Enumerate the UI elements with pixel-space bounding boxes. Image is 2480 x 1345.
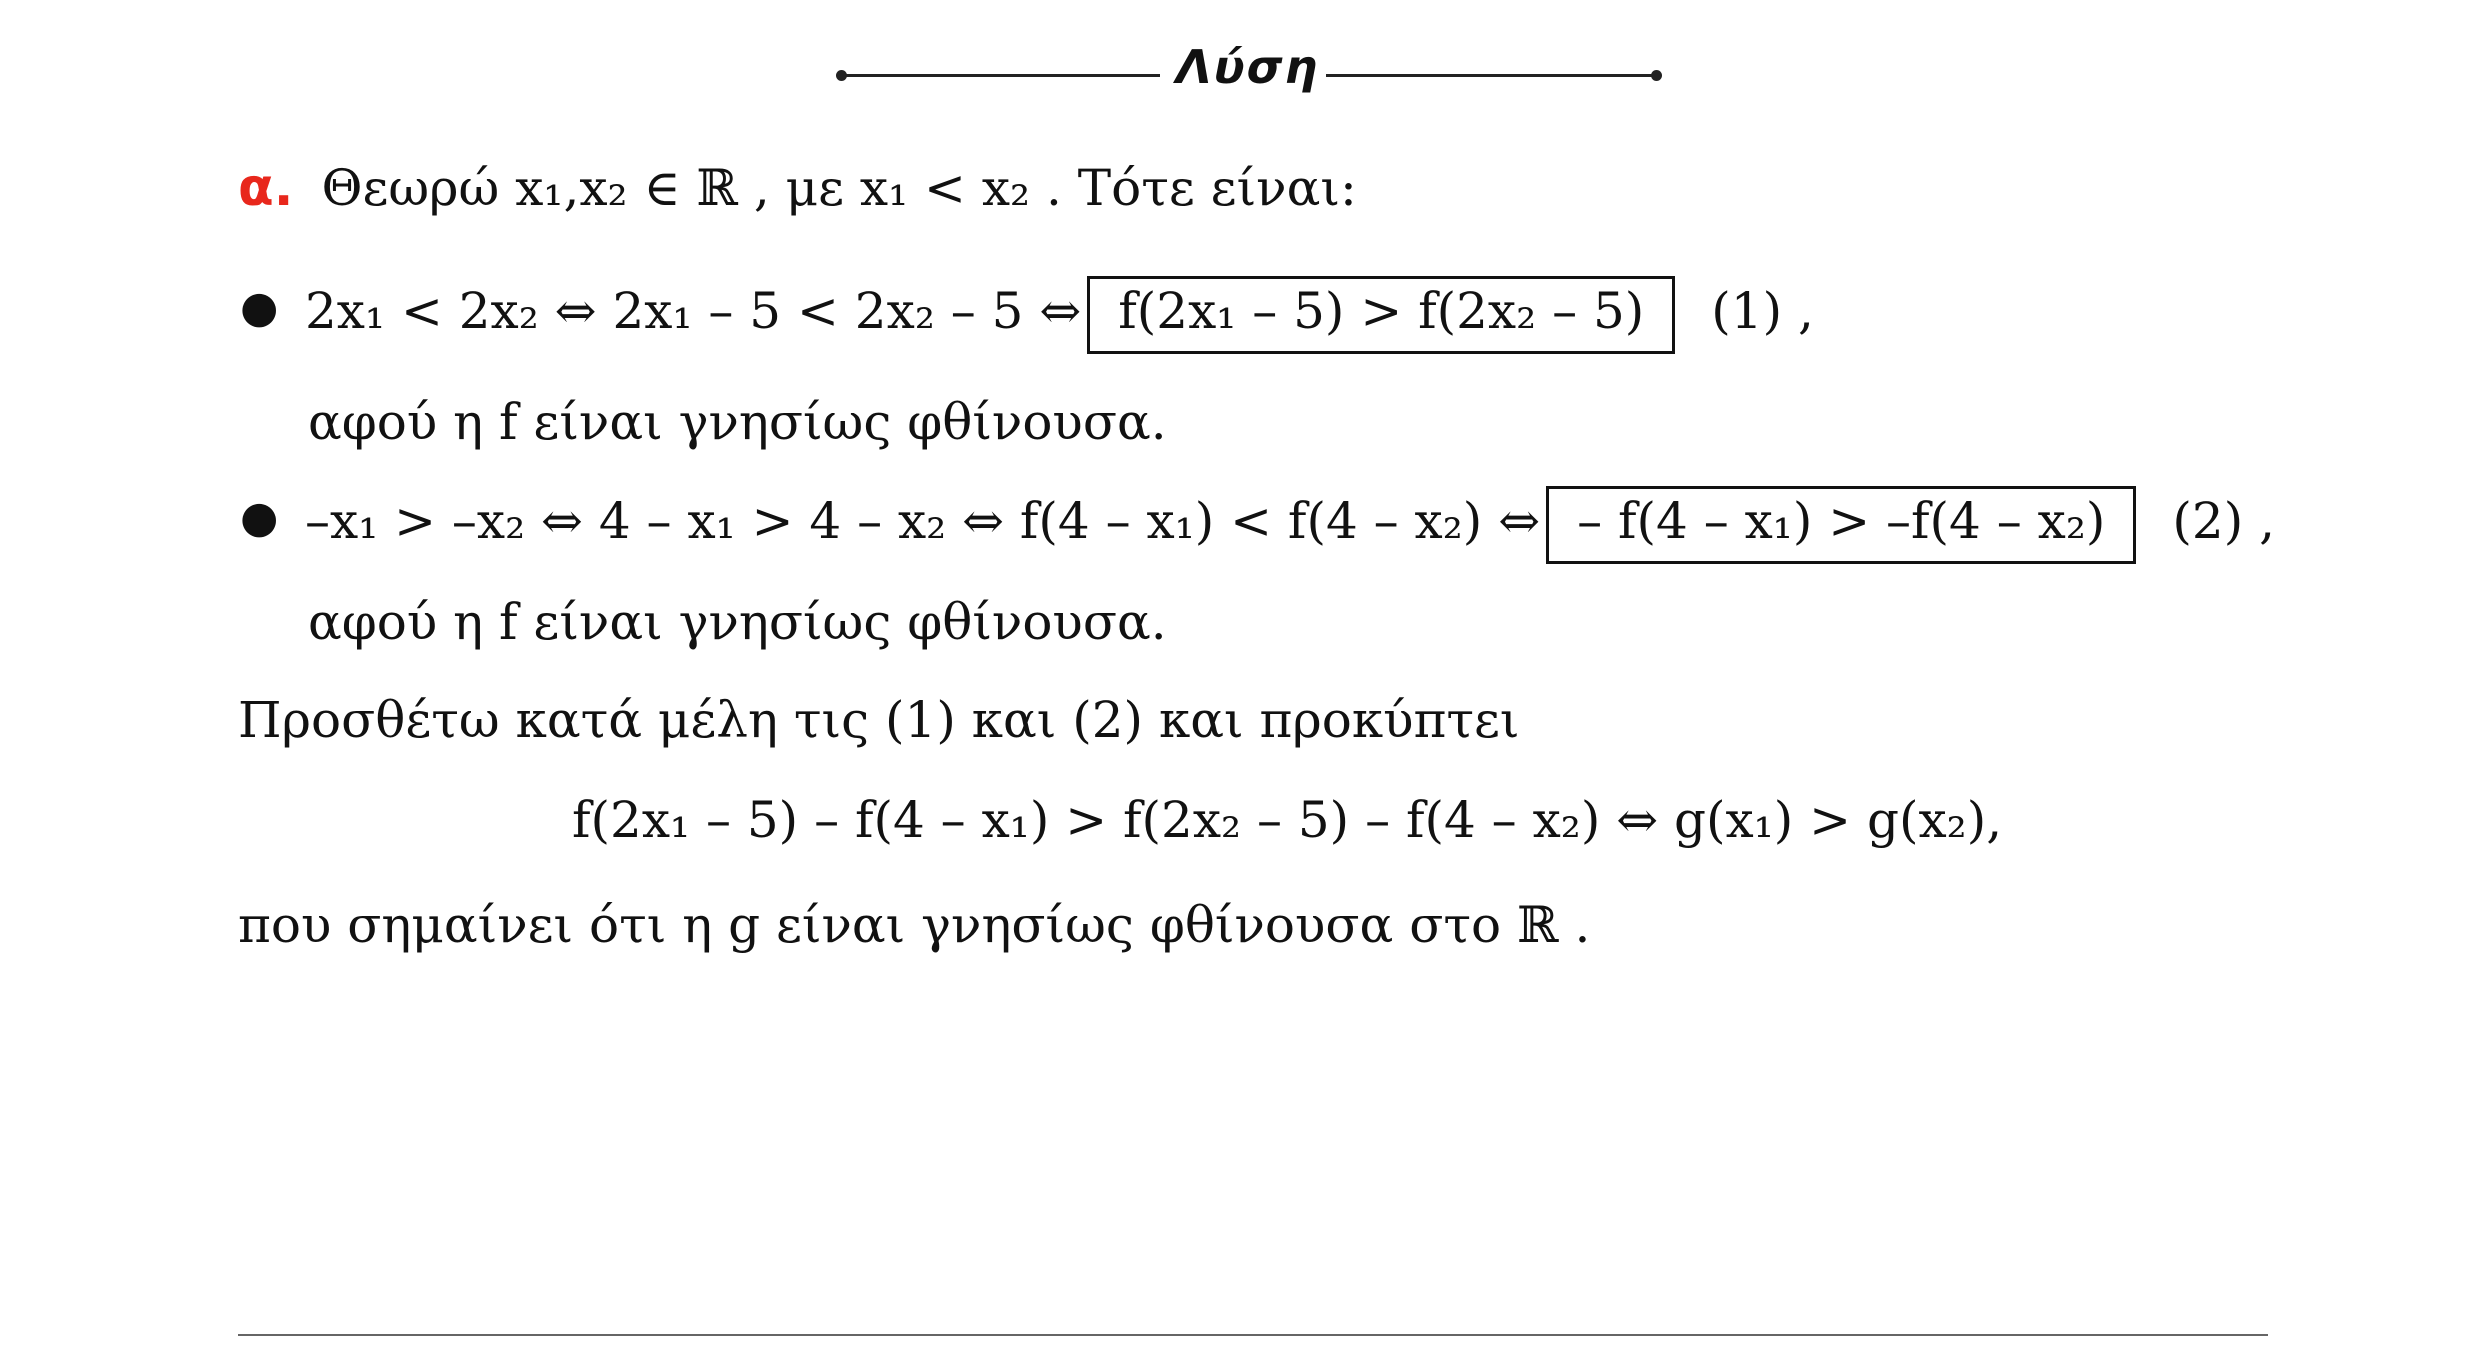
bullet-2-marker: ● — [240, 492, 279, 543]
header-dot-right — [1651, 70, 1662, 81]
solution-header — [836, 40, 1666, 110]
part-a-intro-line — [238, 158, 1357, 218]
bullet-2-chain: –x₁ > –x₂ ⇔ 4 – x₁ > 4 – x₂ ⇔ f(4 – x₁) < f(4 – x₂) ⇔ — [305, 492, 1541, 550]
part-a-label: α. — [238, 158, 294, 218]
bullet-1-reason: αφού η f είναι γνησίως φθίνουσα. — [308, 393, 1167, 451]
equation-ref-2: (2) , — [2172, 492, 2276, 550]
bottom-divider — [238, 1334, 2268, 1336]
header-rule-right — [1326, 74, 1656, 77]
bullet-2-reason: αφού η f είναι γνησίως φθίνουσα. — [308, 593, 1167, 651]
sum-text: Προσθέτω κατά μέλη τις (1) και (2) και προκύπτει — [238, 691, 1520, 749]
display-equation: f(2x₁ – 5) – f(4 – x₁) > f(2x₂ – 5) – f(4 – x₂) ⇔ g(x₁) > g(x₂), — [572, 791, 2003, 849]
conclusion-text: που σημαίνει ότι η g είναι γνησίως φθίνουσα στο ℝ . — [238, 896, 1591, 954]
solution-title: Λύση — [1176, 40, 1320, 94]
bullet-1-boxed-result: f(2x₁ – 5) > f(2x₂ – 5) — [1087, 276, 1675, 354]
bullet-1-line — [305, 276, 1814, 354]
equation-ref-1: (1) , — [1711, 282, 1814, 340]
bullet-2-line — [305, 486, 2275, 564]
part-a-intro: Θεωρώ x₁,x₂ ∈ ℝ , με x₁ < x₂ . Τότε είναι: — [321, 159, 1357, 217]
bullet-1-chain: 2x₁ < 2x₂ ⇔ 2x₁ – 5 < 2x₂ – 5 ⇔ — [305, 282, 1082, 340]
header-rule-left — [840, 74, 1160, 77]
bullet-1-marker: ● — [240, 282, 279, 333]
bullet-2-boxed-result: – f(4 – x₁) > –f(4 – x₂) — [1546, 486, 2136, 564]
